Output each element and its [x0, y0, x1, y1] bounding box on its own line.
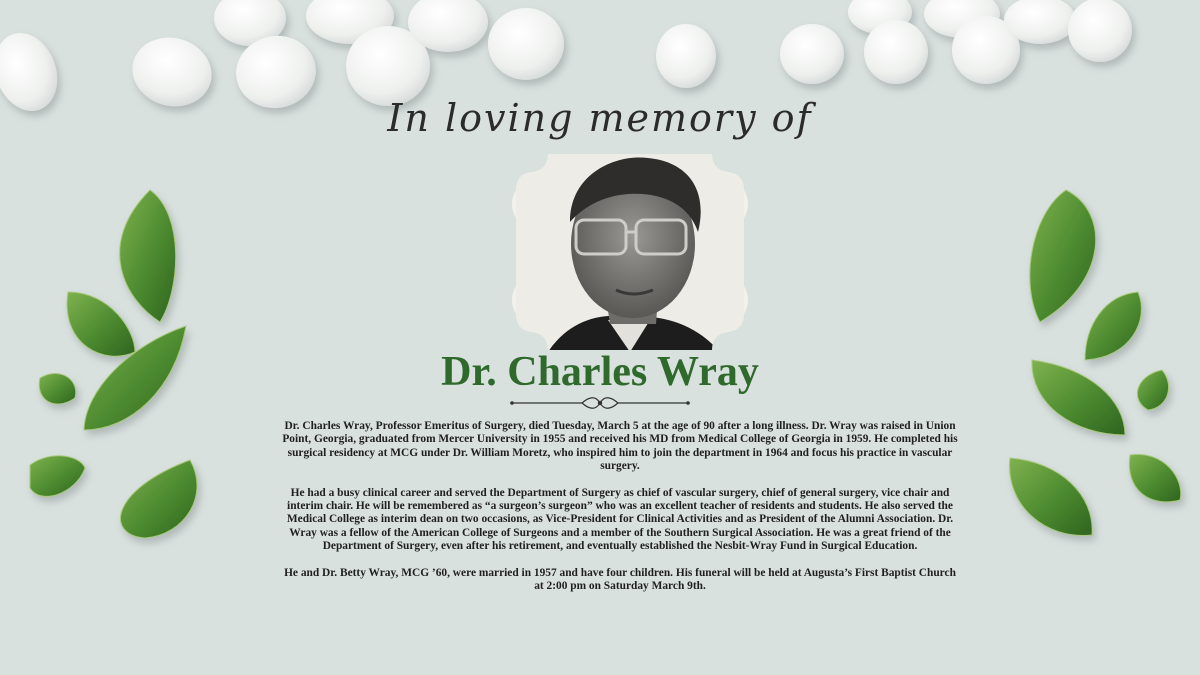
leaf [67, 292, 135, 356]
memorial-heading: In loving memory of [387, 96, 813, 140]
petal [780, 24, 844, 84]
portrait-frame [508, 152, 752, 352]
obituary-paragraph-1: Dr. Charles Wray, Professor Emeritus of Surgery, died Tuesday, March 5 at the age of 90 after a long illness. Dr. Wray was raised in Union Point, Georgia, graduated from Mercer University in 1955 and received his MD from Medical College of Georgia in 1959. He completed his surgical residency at MCG under Dr. William Moretz, who inspired him to join the department in 1964 and focus his practice in vascular surgery. [282, 420, 958, 473]
petal [864, 20, 928, 84]
leaf [1030, 190, 1096, 322]
leaf [1010, 458, 1093, 535]
leaf [120, 190, 176, 322]
petal [488, 8, 564, 80]
obituary-paragraph-3: He and Dr. Betty Wray, MCG ’60, were married in 1957 and have four children. His funeral will be held at Augusta’s First Baptist Church at 2:00 pm on Saturday March 9th. [284, 566, 956, 593]
leaf [1129, 454, 1180, 501]
obituary-text [280, 420, 960, 606]
leaf [30, 456, 85, 497]
obituary-paragraph-2: He had a busy clinical career and served the Department of Surgery as chief of vascular surgery, chief of general surgery, vice chair and interim chair. He will be remembered as “a surgeon’s surgeon” who was an excellent teacher of residents and students. He also served the Medical College as interim dean on two occasions, as Vice-President for Clinical Activities and as President of the Alumni Association. Dr. Wray was a fellow of the American College of Surgeons and a member of the Southern Surgical Association. He was a great friend of the Department of Surgery, even after his retirement, and eventually established the Nesbit-Wray Fund in Surgical Education. [286, 486, 954, 553]
portrait-photo [508, 152, 752, 352]
deceased-name: Dr. Charles Wray [441, 349, 759, 395]
petal [1068, 0, 1132, 62]
petal [656, 24, 716, 88]
leaf [121, 460, 198, 538]
ornamental-divider [510, 394, 690, 412]
